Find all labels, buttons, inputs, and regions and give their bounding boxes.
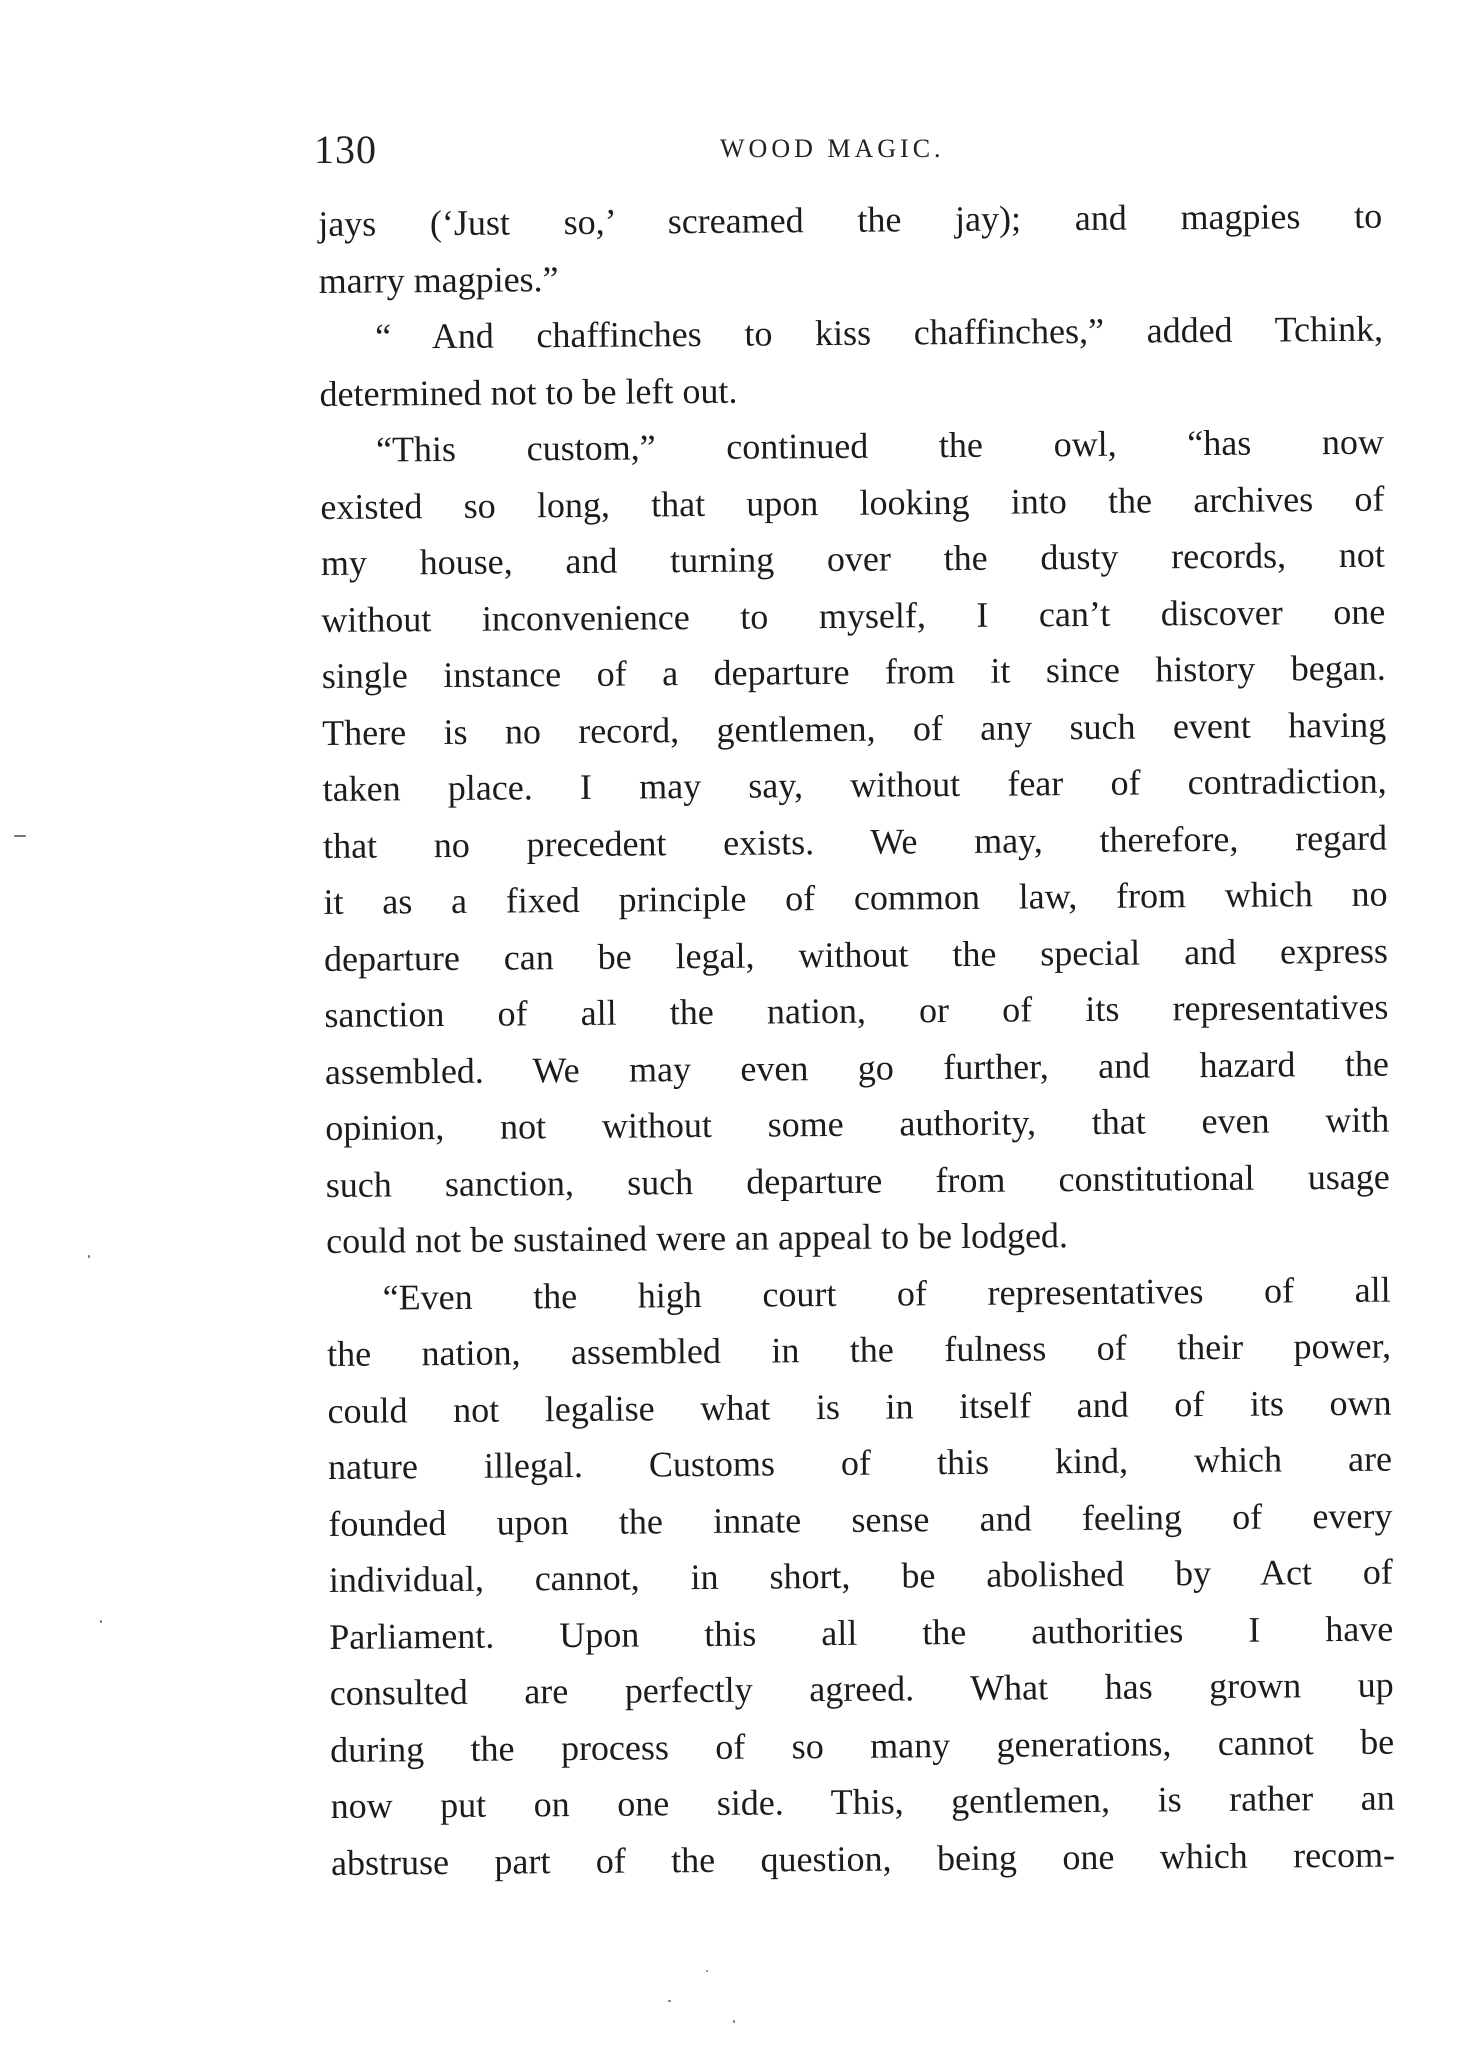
text-line: determined not to be left out. <box>319 370 738 414</box>
body-text <box>318 188 1395 1891</box>
text-line: marry magpies.” <box>318 258 559 301</box>
page-header <box>314 126 1414 176</box>
scan-speck <box>733 2020 735 2023</box>
text-line: jays (‘Just so,’ screamed the jay); and magpies to <box>318 195 1383 244</box>
text-line: existed so long, that upon looking into the archives of <box>320 478 1385 527</box>
scan-speck <box>14 835 26 837</box>
text-line: could not legalise what is in itself and of its own <box>327 1382 1392 1431</box>
running-head: WOOD MAGIC. <box>720 134 945 163</box>
text-line: consulted are perfectly agreed. What has grown up <box>329 1664 1394 1713</box>
text-line: opinion, not without some authority, that even with <box>325 1099 1390 1148</box>
text-line: nature illegal. Customs of this kind, which are <box>327 1438 1393 1487</box>
text-line: now put on one side. This, gentlemen, is rather an <box>330 1777 1395 1826</box>
text-line: during the process of so many generations, cannot be <box>330 1721 1395 1770</box>
scan-speck <box>88 1255 90 1258</box>
text-line: my house, and turning over the dusty records, not <box>320 534 1386 583</box>
text-line: sanction of all the nation, or of its representatives <box>324 986 1389 1035</box>
page-number: 130 <box>314 127 377 172</box>
text-line: abstruse part of the question, being one which recom- <box>330 1834 1396 1883</box>
text-line: assembled. We may even go further, and hazard the <box>324 1043 1390 1092</box>
scan-speck <box>668 2000 671 2002</box>
scan-speck <box>706 1970 708 1972</box>
paragraph-start-line: “ And chaffinches to kiss chaffinches,” added Tchink, <box>374 308 1384 357</box>
text-line: could not be sustained were an appeal to be lodged. <box>326 1215 1069 1261</box>
paragraph-start-line: “This custom,” continued the owl, “has now <box>375 421 1385 470</box>
text-line: single instance of a departure from it since history began. <box>321 647 1386 696</box>
text-line: that no precedent exists. We may, therefore, regard <box>322 817 1388 866</box>
text-line: There is no record, gentlemen, of any such event having <box>322 704 1387 753</box>
paragraph-start-line: “Even the high court of representatives of all <box>382 1269 1391 1318</box>
text-line: such sanction, such departure from constitutional usage <box>325 1156 1390 1205</box>
text-line: founded upon the innate sense and feeling of every <box>328 1495 1393 1544</box>
scan-speck <box>100 1620 102 1623</box>
text-line: Parliament. Upon this all the authorities I have <box>329 1608 1394 1657</box>
text-line: individual, cannot, in short, be abolished by Act of <box>328 1551 1393 1600</box>
text-line: it as a fixed principle of common law, from which no <box>323 873 1388 922</box>
text-line: without inconvenience to myself, I can’t discover one <box>321 591 1386 640</box>
text-line: the nation, assembled in the fulness of their power, <box>326 1325 1392 1374</box>
text-line: taken place. I may say, without fear of contradiction, <box>322 760 1387 809</box>
text-line: departure can be legal, without the special and express <box>323 930 1389 979</box>
